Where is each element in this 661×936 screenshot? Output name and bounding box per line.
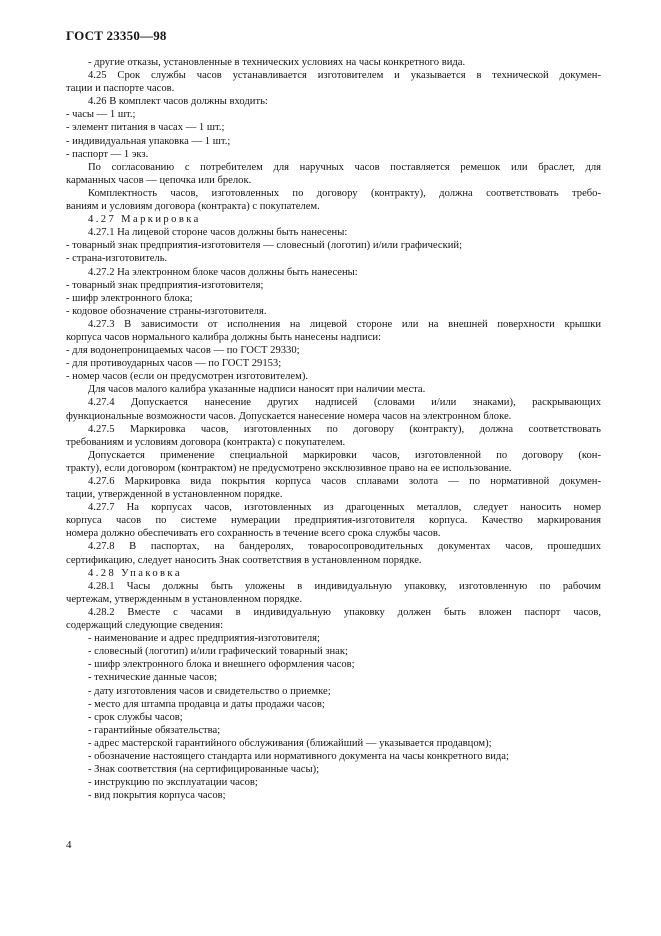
text-line: - адрес мастерской гарантийного обслуживания (ближайший — указывается продавцом); — [88, 737, 492, 749]
text-line: - товарный знак предприятия-изготовителя — словесный (логотип) и/или графический; — [66, 240, 463, 252]
page-number: 4 — [66, 839, 72, 851]
text-line: - Знак соответствия (на сертифицированные часы); — [88, 764, 320, 776]
text-line: 4.27.5 Маркировка часов, изготовленных по договору (контракту), должна соответствовать — [88, 423, 601, 435]
text-line: - технические данные часов; — [88, 672, 218, 684]
text-line: карманных часов — цепочка или брелок. — [66, 174, 252, 186]
text-line: Для часов малого калибра указанные надписи наносят при наличии места. — [88, 384, 426, 396]
text-line: тракту), если договором (контрактом) не предусмотрено эксклюзивное право на ее использование. — [66, 462, 512, 474]
text-line: - паспорт — 1 экз. — [66, 148, 149, 160]
text-line: содержащий следующие сведения: — [66, 620, 224, 632]
text-line: функциональные возможности часов. Допускается нанесение номера часов на электронном блоке. — [66, 410, 512, 422]
text-line: - словесный (логотип) и/или графический товарный знак; — [88, 646, 348, 658]
text-line: - инструкцию по эксплуатации часов; — [88, 777, 258, 789]
text-line: - шифр электронного блока; — [66, 292, 193, 304]
text-line: - гарантийные обязательства; — [88, 724, 221, 736]
text-line: тации, утвержденной в установленном порядке. — [66, 489, 283, 501]
text-line: - номер часов (если он предусмотрен изготовителем). — [66, 371, 308, 383]
document-body — [66, 56, 601, 802]
text-line: - товарный знак предприятия-изготовителя; — [66, 279, 264, 291]
text-line: 4.28 Упаковка — [88, 567, 182, 579]
text-line: 4.26 В комплект часов должны входить: — [88, 96, 268, 108]
text-line: 4.25 Срок службы часов устанавливается изготовителем и указывается в технической докумен- — [88, 70, 601, 82]
text-line: - элемент питания в часах — 1 шт.; — [66, 122, 225, 134]
text-line: 4.27.6 Маркировка вида покрытия корпуса часов сплавами золота — по нормативной докумен- — [88, 476, 601, 487]
text-line: ваниям и условиям договора (контракта) с покупателем. — [66, 201, 320, 213]
text-line: Допускается применение специальной маркировки часов, изготовленной по договору (кон- — [88, 449, 601, 461]
text-line: корпуса часов нормального калибра должны быть нанесены надписи: — [66, 331, 382, 343]
text-line: - дату изготовления часов и свидетельство о приемке; — [88, 685, 331, 697]
text-line: - страна-изготовитель. — [66, 253, 168, 265]
text-line: 4.28.2 Вместе с часами в индивидуальную упаковку должен быть вложен паспорт часов, — [88, 606, 601, 618]
text-line: 4.27.4 Допускается нанесение других надписей (словами и/или знаками), раскрывающих — [88, 397, 601, 409]
text-line: 4.27.8 В паспортах, на бандеролях, товаросопроводительных документах часов, прошедших — [88, 541, 601, 553]
text-line: По согласованию с потребителем для наручных часов поставляется ремешок или браслет, для — [88, 161, 601, 173]
text-line: 4.27.7 На корпусах часов, изготовленных из драгоценных металлов, следует наносить номер — [88, 502, 601, 514]
text-line: сертификацию, следует наносить Знак соответствия в установленном порядке. — [66, 554, 422, 566]
text-line: 4.27.1 На лицевой стороне часов должны быть нанесены: — [88, 227, 348, 239]
text-line: - другие отказы, установленные в технических условиях на часы конкретного вида. — [88, 57, 466, 68]
text-line: - шифр электронного блока и внешнего оформления часов; — [88, 659, 355, 671]
text-line: 4.27.3 В зависимости от исполнения на лицевой стороне или на внешней поверхности крышки — [88, 318, 601, 330]
text-line: - для противоударных часов — по ГОСТ 29153; — [66, 358, 282, 370]
text-line: требованиям и условиям договора (контракта) с покупателем. — [66, 436, 346, 448]
text-line: - наименование и адрес предприятия-изготовителя; — [88, 633, 320, 645]
text-line: 4.27 Маркировка — [88, 214, 201, 226]
text-line: - кодовое обозначение страны-изготовителя. — [66, 305, 267, 317]
text-line: - место для штампа продавца и даты продажи часов; — [88, 698, 325, 710]
text-line: - для водонепроницаемых часов — по ГОСТ 29330; — [66, 345, 300, 357]
text-line: 4.28.1 Часы должны быть уложены в индивидуальную упаковку, изготовленную по рабочим — [88, 580, 601, 592]
text-line: - часы — 1 шт.; — [66, 109, 136, 121]
text-line: - вид покрытия корпуса часов; — [88, 790, 226, 802]
text-line: - срок службы часов; — [88, 711, 183, 723]
text-line: Комплектность часов, изготовленных по договору (контракту), должна соответствовать требо- — [88, 187, 601, 199]
text-line: корпуса часов по системе нумерации предприятия-изготовителя корпуса. Качество маркирования — [66, 515, 601, 527]
text-line: тации и паспорте часов. — [66, 83, 175, 95]
text-line: номера должно обеспечивать его сохранность в течение всего срока службы часов. — [66, 528, 441, 540]
text-line: 4.27.2 На электронном блоке часов должны быть нанесены: — [88, 266, 358, 278]
document-header: ГОСТ 23350—98 — [66, 28, 167, 43]
text-line: - обозначение настоящего стандарта или нормативного документа на часы конкретного вида; — [88, 750, 509, 762]
text-line: - индивидуальная упаковка — 1 шт.; — [66, 135, 231, 147]
text-line: чертежам, утвержденным в установленном порядке. — [66, 593, 303, 605]
